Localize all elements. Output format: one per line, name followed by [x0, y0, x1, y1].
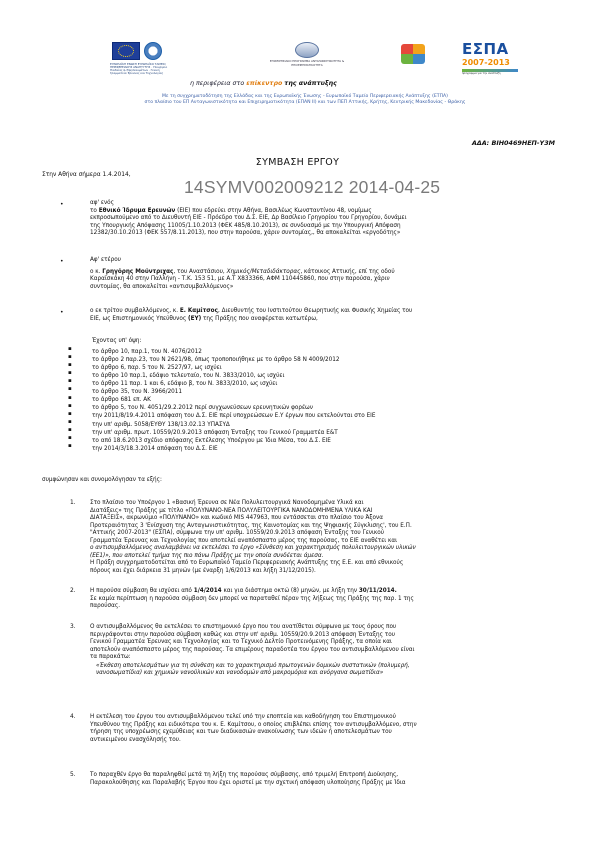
party-1 [90, 200, 555, 238]
bullet-icon: • [60, 309, 64, 316]
list-item: την υπ' αριθμ. 5058/ΕΥΘΥ 138/13.02.13 ΥΠΑΣΥΔ [92, 421, 230, 428]
para-1-line: πόρους και έχει διάρκεια 31 μηνών (με έναρξη 1/6/2013 και λήξη 31/12/2015). [90, 567, 316, 574]
considers-markers: ▪ ▪ ▪ ▪ ▪ ▪ ▪ ▪ ▪ ▪ ▪ ▪ ▪ [68, 346, 72, 450]
para-5 [90, 772, 558, 787]
para-3-line: περιγράφονται στην παρούσα σύμβαση καθώς και στην υπ' αριθμ. 10559/20.9.2013 απόφαση Ένταξης του [90, 631, 395, 638]
deliverable-quote: νανοσωματίδια) και χημικών νανοϋλικών και νανοδομών από μακρομόρια και ανόργανα σωματίδια» [96, 670, 384, 677]
espa-sub: πρόγραμμα για την ανάπτυξη [462, 72, 501, 76]
list-item: την 2011/8/19.4.2011 απόφαση του Δ.Σ. ΕΙΕ περί υποχρεώσεων Ε.Υ έργων που εκτελούνται στο ΕΙΕ [92, 413, 376, 420]
cofunding-note [80, 94, 530, 106]
para-4-line: τήρηση της υποχρέωσης εχεμύθειας και των διαδικασιών ανακοίνωσης των ιδεών ή αποτελεσμάτων του [90, 729, 392, 736]
list-item: το από 18.6.2013 σχέδιο απόφασης Εκτέλεσης Υποέργου με Ίδια Μέσα, του Δ.Σ. ΕΙΕ [92, 437, 331, 444]
party-1-intro: αφ' ενός [90, 200, 114, 206]
deliverable-quote: «Έκθεση αποτελεσμάτων για τη σύνθεση και το χαρακτηρισμό πρωτογενών δομικών συστατικών (πολυμερή, [96, 662, 410, 669]
para-3-number: 3. [70, 624, 76, 630]
program-emblem-icon [295, 42, 319, 58]
party-1-line-4: 12382/30.10.2013 (ΦΕΚ 557/8.11.2013), που στην παρούσα, χάριν συντομίας,, θα αποκαλείται «εργοδότης» [90, 230, 401, 237]
registry-stamp: 14SYMV002009212 2014-04-25 [184, 177, 441, 197]
para-1-line: Διατάξεις» της Πράξης με τίτλο «ΠΟΛΥΝΑΝΟ-ΝΕΑ ΠΟΛΥΛΕΙΤΟΥΡΓΙΚΑ ΝΑΝΟΔΟΜΗΜΕΝΑ ΥΛΙΚΑ ΚΑΙ [90, 507, 373, 514]
party-2-line-3: συντομίας, θα αποκαλείται «αντισυμβαλλόμενος» [90, 283, 234, 290]
espa-years: 2007-2013 [462, 57, 510, 67]
list-item: το άρθρο 681 επ. ΑΚ [92, 397, 151, 404]
para-1-line: "Αττικής 2007-2013" (ΕΣΠΑ), σύμφωνα την υπ' αριθμ. 10559/20.9.2013 απόφαση Ένταξης του Γενικού [90, 530, 384, 537]
party-3-name: Ε. Καμίτσος [179, 308, 218, 314]
para-1-line: ΔΙΑΤΑΞΕΙΣ», ακρωνύμιο «ΠΟΛΥΝΑΝΟ» και κωδικό MIS 447963, που εντάσσεται στο πλαίσιο του Άξονα [90, 515, 383, 522]
party-1-name: Εθνικό Ίδρυμα Ερευνών [98, 207, 176, 214]
para-3-line: τα παρακάτω: [90, 654, 131, 661]
espa-word: ΕΣΠΑ [462, 40, 509, 58]
list-item: το άρθρο 10 παρ.1, εδάφιο τελευταίο, του Ν. 3833/2010, ως ισχύει [92, 372, 285, 379]
para-5-line: Το παραχθέν έργο θα παραληφθεί μετά τη λήξη της παρούσας σύμβασης, από τριμελή Επιτροπή Διοίκησης, [90, 772, 399, 778]
header-logos [92, 38, 522, 133]
para-4-line: Η εκτέλεση του έργου του αντισυμβαλλόμενου τελεί υπό την εποπτεία και καθοδήγηση του Επιστημονικού [90, 714, 396, 720]
para-2-number: 2. [70, 588, 76, 594]
para-1-line: ο αντισυμβαλλόμενος αναλαμβάνει να εκτελέσει το έργο «Σύνθεση και χαρακτηρισμός πολυλειτουργικών υλικών [90, 545, 416, 552]
marker-icon: ▪ [68, 346, 72, 352]
considers-title: Έχοντας υπ' όψη: [92, 338, 142, 344]
program-logo [257, 42, 357, 68]
list-item: το άρθρο 5, του Ν. 4051/29.2.2012 περί συγχωνεύσεων ερευνητικών φορέων [92, 405, 313, 412]
party-3-line-1: ο εκ τρίτου συμβαλλόμενος, κ. Ε. Καμίτσος, Διευθυντής του Ινστιτούτου Θεωρητικής και Φυσικής Χημείας του [90, 308, 413, 314]
para-3 [90, 624, 558, 678]
party-2-line-2: Καραϊσκάκη 40 στην Παλλήνη - Τ.Κ. 153 51, με Α.Τ Χ833366, ΑΦΜ 110445860, που στην παρούσα, χάριν [90, 276, 390, 283]
para-1 [90, 500, 558, 575]
epan-logo [397, 40, 452, 70]
cofunding-line-1: Με τη συγχρηματοδότηση της Ελλάδας και της Ευρωπαϊκής Ένωσης - Ευρωπαϊκό Ταμείο Περιφερειακής Ανάπτυξης (ΕΤΠΑ) [162, 94, 448, 99]
para-1-line: Προτεραιότητας 3 'Ενίσχυση της Ανταγωνιστικότητας, της Καινοτομίας και της Ψηφιακής Σύγκλισης', του Ε.Π. [90, 522, 412, 529]
party-2-name: Γρηγόρης Μούντριχας [102, 268, 174, 275]
list-item: το άρθρο 11 παρ. 1 και 6, εδάφιο β, του Ν. 3833/2010, ως ισχύει [92, 380, 278, 387]
para-2-line-3: παρούσας. [90, 603, 121, 610]
list-item: την 2014/3/18.3.2014 απόφαση του Δ.Σ. ΕΙΕ [92, 445, 218, 452]
para-4-line: αντικειμένου ενασχόλησής του. [90, 736, 181, 743]
party-3-abbr: (ΕΥ) [187, 315, 202, 322]
bullet-icon: • [60, 201, 64, 208]
region-tagline [190, 80, 337, 88]
para-1-line: (ΕΕ1)», που αποτελεί τμήμα της πιο πάνω Πράξης με την οποία συνδέεται άμεσα. [90, 552, 324, 559]
para-2 [90, 588, 558, 611]
party-2-role: Χημικός/Μεταδιδάκτορας [226, 268, 301, 275]
ada-code: ΑΔΑ: ΒΙΗ0469ΗΕΠ-Υ3Μ [471, 139, 555, 147]
list-item: το άρθρο 10, παρ.1, του Ν. 4076/2012 [92, 348, 202, 355]
list-item: το άρθρο 35, του Ν. 3966/2011 [92, 389, 183, 396]
puzzle-icon [401, 44, 425, 64]
para-5-number: 5. [70, 772, 76, 778]
para-1-number: 1. [70, 500, 76, 506]
list-item: το άρθρο 2 παρ.23, του Ν 2621/98, όπως τροποποιήθηκε με το άρθρο 58 Ν 4009/2012 [92, 356, 340, 363]
tagline-post: της ανάπτυξης [284, 80, 337, 87]
party-2-intro: Αφ' ετέρου [90, 257, 121, 263]
party-1-line-3: της Υπουργικής Απόφασης 11005/1.10.2013 (ΦΕΚ 485/8.10.2013), σε συνδυασμό με την Υπουργική Απόφαση [90, 222, 401, 229]
cofunding-line-2: στο πλαίσιο του ΕΠ Ανταγωνιστικότητα και Επιχειρηματικότητα (ΕΠΑΝ ΙΙ) και των ΠΕΠ Αττικής, Κρήτης, Κεντρικής Μακεδονίας - Θράκης [144, 99, 466, 105]
party-2-line-1: ο κ. Γρηγόρης Μούντριχας, του Αναστάσιου, Χημικός/Μεταδιδάκτορας, κάτοικος Αττικής, επί της οδού [90, 268, 395, 275]
end-date: 30/11/2014. [358, 588, 397, 594]
para-1-line: Η Πράξη συγχρηματοδοτείται από το Ευρωπαϊκό Ταμείο Περιφερειακής Ανάπτυξης της Ε.Ε. και από εθνικούς [90, 560, 404, 567]
para-2-line-1: Η παρούσα σύμβαση θα ισχύσει από 1/4/2014 και για διάστημα οκτώ (8) μηνών, με λήξη την 30/11/2014. [90, 588, 397, 594]
program-logo-text: ΕΠΙΧΕΙΡΗΣΙΑΚΟ ΠΡΟΓΡΑΜΜΑ ΑΝΤΑΓΩΝΙΣΤΙΚΟΤΗΤΑ & ΕΠΙΧΕΙΡΗΜΑΤΙΚΟΤΗΤΑ [269, 59, 345, 67]
para-5-line: Παρακολούθησης και Παραλαβής Έργου που έχει οριστεί με την σχετική απόφαση υλοποίησης Πράξης με Ίδια [90, 779, 406, 786]
start-date: 1/4/2014 [193, 588, 222, 594]
party-3 [90, 308, 555, 323]
para-4-line: Υπευθύνου της Πράξης και ειδικότερα του κ. Ε. Καμίτσου, ο οποίος επιβλέπει επίσης τον αντισυμβαλλόμενο, στην [90, 721, 417, 728]
para-4-number: 4. [70, 714, 76, 720]
date-line: Στην Αθήνα σήμερα 1.4.2014, [42, 172, 131, 178]
party-1-line-2: εκπροσωπούμενο από το Διευθυντή ΕΙΕ - Πρόεδρο του Δ.Σ. ΕΙΕ, Δρ Βασίλειο Γρηγορίου του Γρηγορίου, δυνάμει [90, 215, 407, 222]
document-title: ΣΥΜΒΑΣΗ ΕΡΓΟΥ [255, 157, 340, 168]
party-2 [90, 257, 555, 291]
para-1-line: Στο πλαίσιο του Υποέργου 1 «Βασική Έρευνα σε Νέα Πολυλειτουργικά Νανοδομημένα Υλικά και [90, 500, 364, 506]
list-item: το άρθρο 6, παρ. 5 του Ν. 2527/97, ως ισχύει [92, 364, 222, 371]
bullet-icon: • [60, 258, 64, 265]
eu-ministry-text: ΕΥΡΩΠΑΪΚΗ ΕΝΩΣΗ ΕΥΡΩΠΑΪΚΟ ΤΑΜΕΙΟ ΠΕΡΙΦΕΡΕΙΑΚΗΣ ΑΝΑΠΤΥΞΗΣ · Υπουργείο Παιδείας & Θρησκευμάτων · Γενική Γραμματεία Έρευνας και Τεχνολογίας [110, 62, 168, 76]
para-3-line: Γενικού Γραμματέα Έρευνας και Τεχνολογίας και το Τεχνικό Δελτίο Προτεινόμενης Πράξης, τα οποία και [90, 639, 392, 646]
para-2-line-2: Σε καμία περίπτωση η παρούσα σύμβαση δεν μπορεί να παραταθεί πέραν της λήξεως της Πράξης της παρ. 1 της [90, 595, 414, 602]
considers-list [92, 338, 452, 454]
agreed-line: συμφώνησαν και συνομολόγησαν τα εξής: [42, 477, 162, 483]
para-1-line: Γραμματέα Έρευνας και Τεχνολογίας που αποτελεί αναπόσπαστο μέρος της παρούσας, το ΕΙΕ αναθέτει και [90, 537, 398, 544]
para-4 [90, 714, 558, 744]
eu-flag-icon [112, 42, 140, 60]
party-3-line-2: ΕΙΕ, ως Επιστημονικός Υπεύθυνος (ΕΥ) της Πράξης που αναφέρεται κατωτέρω, [90, 315, 318, 322]
party-1-line-1: το Εθνικό Ίδρυμα Ερευνών (ΕΙΕ) που εδρεύει στην Αθήνα, Βασιλέως Κωνσταντίνου 48, νομίμως [90, 207, 372, 214]
list-item: την υπ' αριθμ. πρωτ. 10559/20.9.2013 απόφαση Ένταξης του Γενικού Γραμματέα Ε&Τ [92, 429, 338, 436]
tagline-mid: επίκεντρο [246, 80, 283, 87]
tagline-pre: η περιφέρεια στο [190, 80, 245, 87]
greek-emblem-icon [144, 42, 162, 60]
para-3-line: αποτελούν αναπόσπαστο μέρος της παρούσας. Τα επιμέρους παραδοτέα του έργου του αντισυμβαλλόμενου είναι [90, 646, 415, 653]
espa-logo [462, 40, 520, 78]
para-3-line: Ο αντισυμβαλλόμενος θα εκτελέσει το επιστημονικό έργο που του ανατίθεται σύμφωνα με τους όρους που [90, 624, 397, 630]
